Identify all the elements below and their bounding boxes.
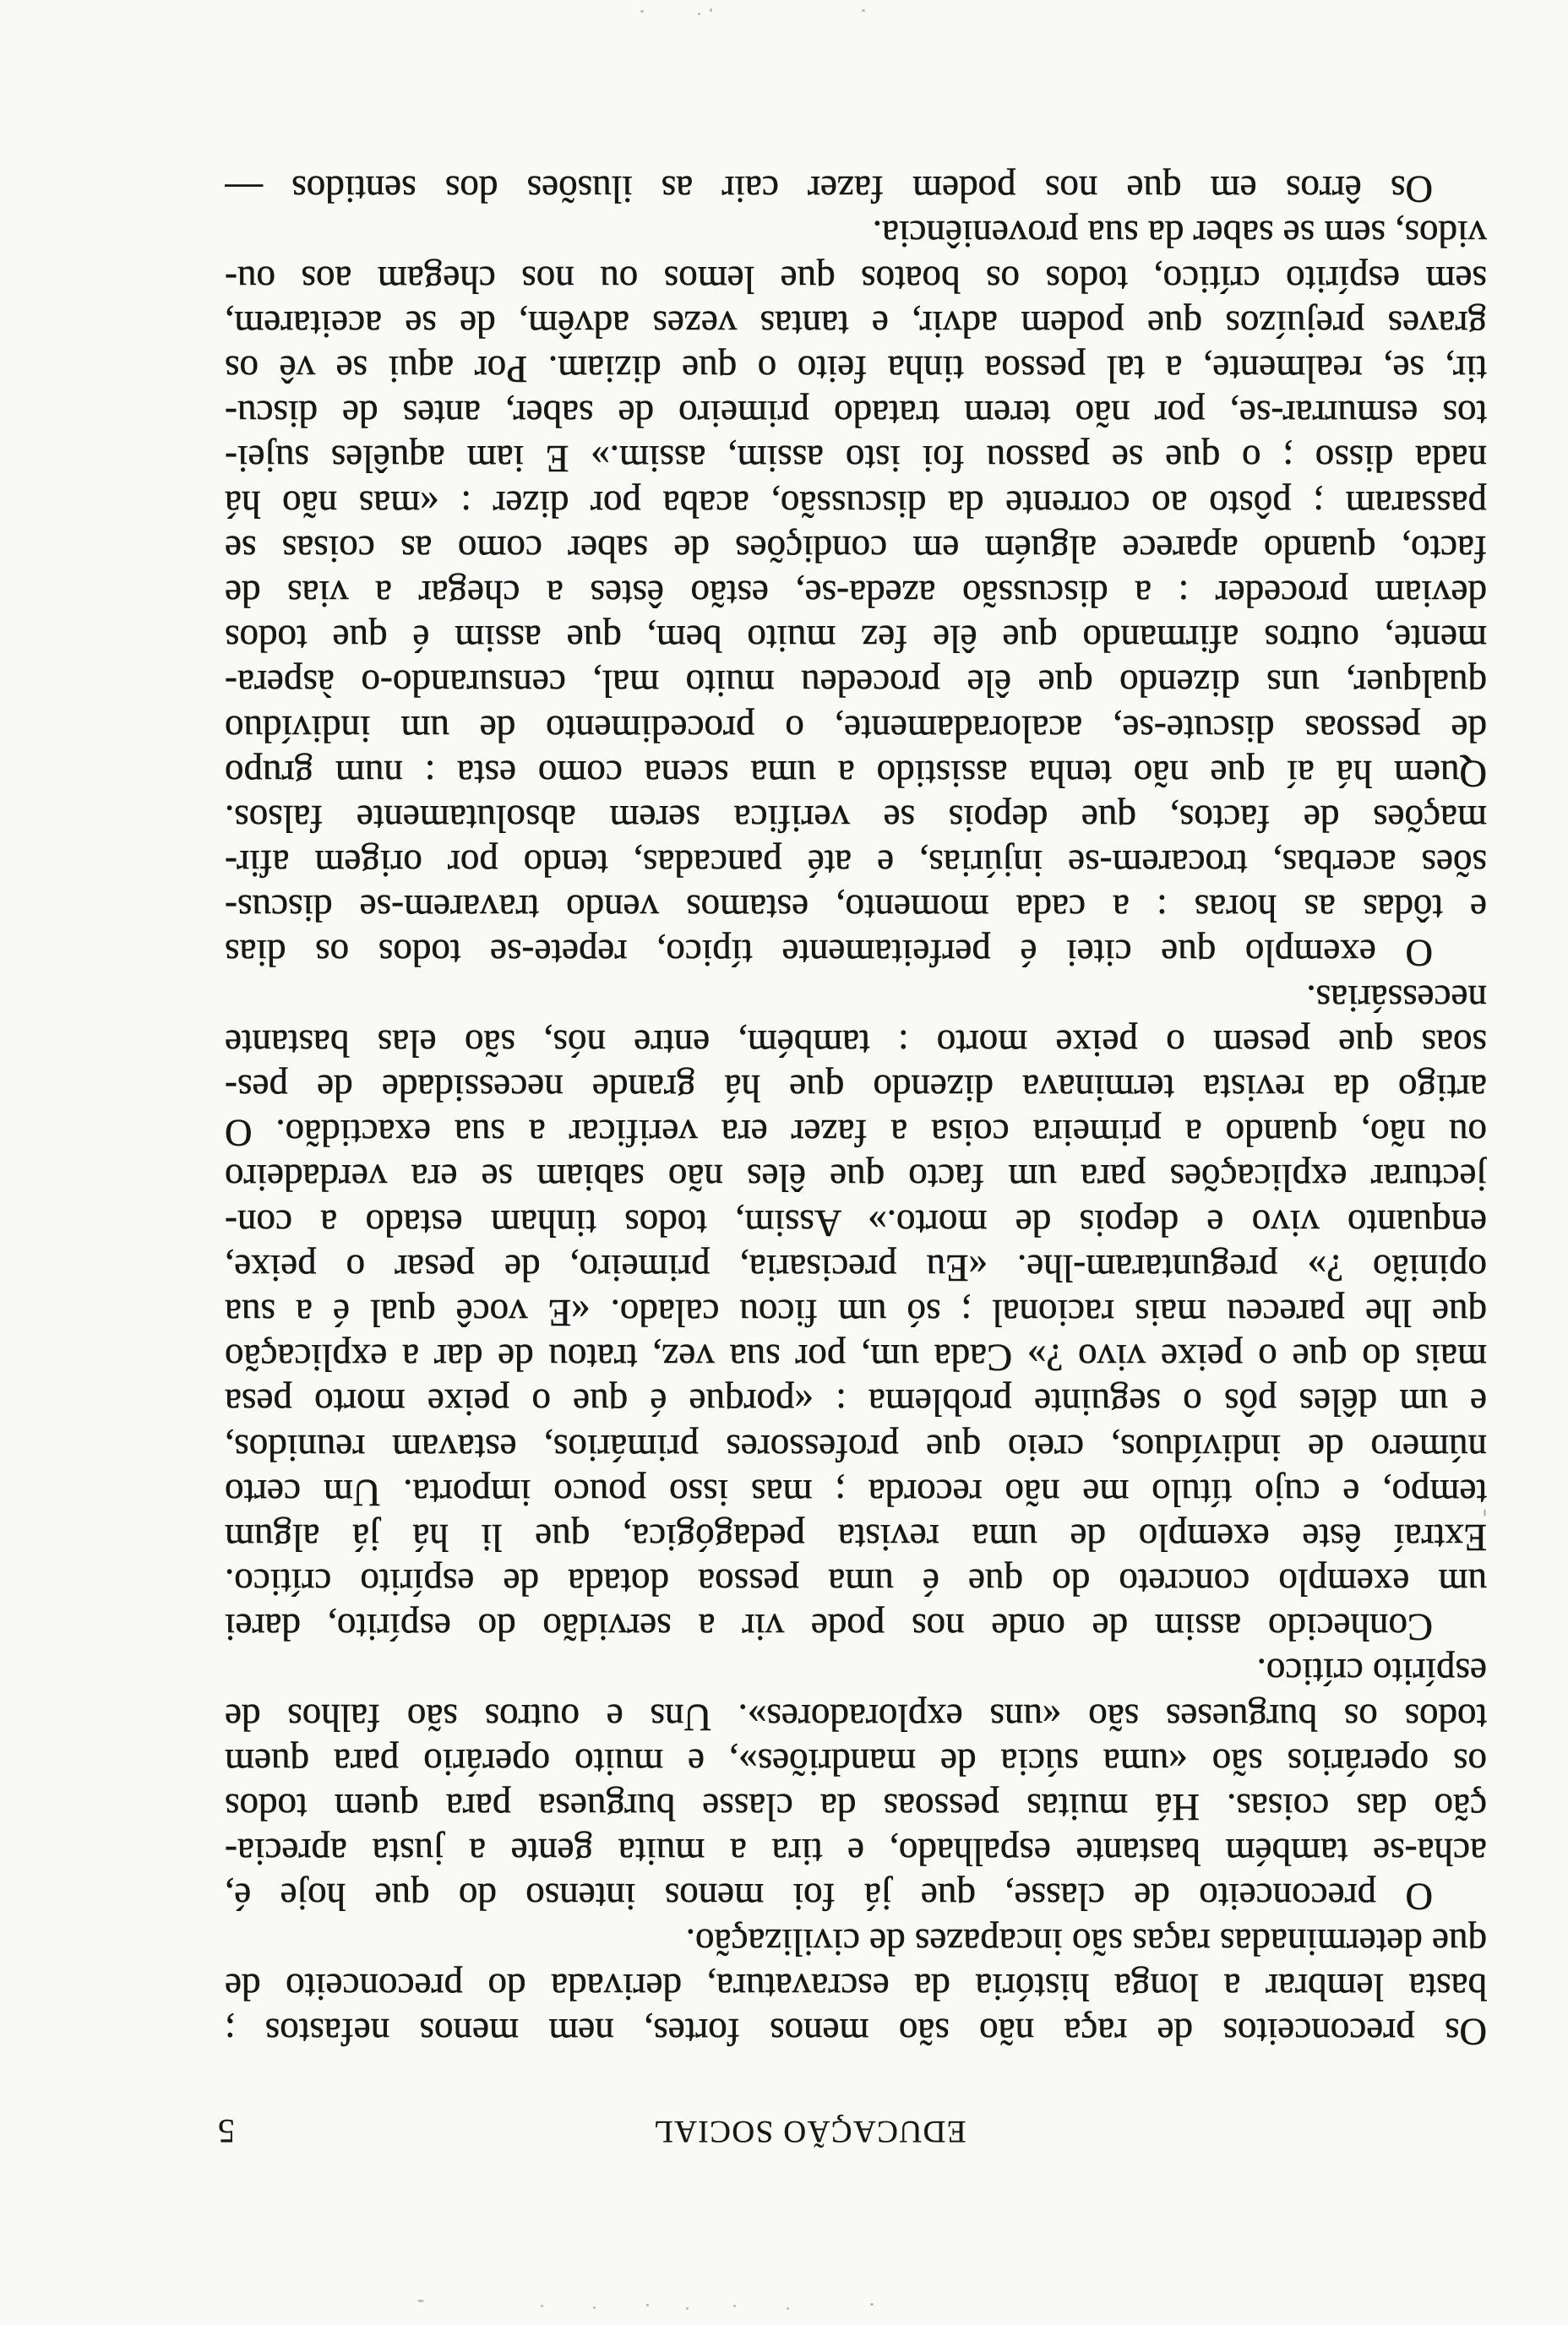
- text-line: opinião ?» preguntaram-lhe. «Eu precisaria, primeiro, de pesar o peixe,: [225, 1246, 1487, 1289]
- running-title: EDUCAÇÃO SOCIAL: [652, 2114, 966, 2148]
- text-line: um exemplo concreto do que é uma pessoa dotada de espírito crítico.: [225, 1561, 1487, 1604]
- text-line: número de indivíduos, creio que professores primários, estavam reunidos,: [225, 1426, 1487, 1469]
- text-line: que lhe pareceu mais racional ; só um ficou calado. «E você qual é a sua: [225, 1292, 1487, 1334]
- text-line: O preconceito de classe, que já foi menos intenso do que hoje é,: [225, 1876, 1433, 1919]
- text-line: basta lembrar a longa história da escravatura, derivada do preconceito de: [225, 1965, 1487, 2008]
- text-line: espírito crítico.: [1256, 1651, 1487, 1694]
- text-line: graves prejuízos que podem advir, e tantas vezes advêm, de se aceitarem,: [225, 302, 1487, 346]
- text-line: deviam proceder : a discussão azeda-se, estão êstes a chegar a vias de: [225, 573, 1487, 615]
- text-line: ção das coisas. Há muitas pessoas da classe burguesa para quem todos: [225, 1786, 1487, 1829]
- running-header: [0, 2110, 1568, 2152]
- text-line: Os preconceitos de raça não são menos fortes, nem menos nefastos ;: [225, 2011, 1487, 2053]
- text-line: passaram ; pôsto ao corrente da discussão, acaba por dizer : «mas não há: [225, 482, 1487, 525]
- text-line: O exemplo que citei é perfeitamente típico, repete-se todos os dias: [225, 932, 1433, 975]
- text-line: e um dêles pôs o seguinte problema : «porque é que o peixe morto pesa: [225, 1381, 1487, 1424]
- text-line: sem espírito crítico, todos os boatos que lemos ou nos chegam aos ou-: [225, 258, 1487, 301]
- paragraph: [225, 1649, 1487, 1919]
- paragraph: [225, 211, 1487, 975]
- text-line: necessárias.: [1306, 977, 1487, 1020]
- text-line: enquanto vivo e depois de morto.» Assim, todos tinham estado a con-: [225, 1201, 1487, 1244]
- text-line: Os êrros em que nos podem fazer cair as ilusões dos sentidos —: [225, 168, 1433, 211]
- paragraph: [225, 166, 1487, 211]
- text-line: facto, quando aparece alguém em condições de saber como as coisas se: [225, 527, 1487, 570]
- text-line: Extraí êste exemplo de uma revista pedagógica, que li há já algum: [225, 1516, 1487, 1559]
- text-line: mações de factos, que depois se verifica serem absolutamente falsos.: [225, 797, 1487, 840]
- text-line: tempo, e cujo título me não recorda ; mas isso pouco importa. Um certo: [225, 1471, 1487, 1514]
- paragraph: [225, 976, 1487, 1650]
- page-number: 5: [218, 2112, 235, 2150]
- text-line: nada disso ; o que se passou foi isto assim, assim.» E iam aquêles sujei-: [225, 438, 1487, 481]
- text-line: Conhecido assim de onde nos pode vir a servidão do espírito, darei: [225, 1606, 1433, 1649]
- text-line: todos os burgueses são «uns exploradores». Uns e outros são falhos de: [225, 1696, 1487, 1739]
- paragraph: [225, 1919, 1487, 2054]
- text-line: e tôdas as horas : a cada momento, estamos vendo travarem-se discus-: [225, 887, 1487, 930]
- text-line: acha-se também bastante espalhado, e tira a muita gente a justa aprecia-: [225, 1831, 1487, 1874]
- text-line: qualquer, uns dizendo que êle procedeu muito mal, censurando-o àspera-: [225, 662, 1487, 705]
- text-line: os operários são «uma súcia de mandriões», e muito operário para quem: [225, 1740, 1487, 1783]
- text-line: ou não, quando a primeira coisa a fazer era verificar a sua exactidão. O: [225, 1112, 1487, 1155]
- text-line: soas que pesem o peixe morto : também, entre nós, são elas bastante: [225, 1021, 1487, 1064]
- text-line: Quem há aí que não tenha assistido a uma scena como esta : num grupo: [225, 752, 1487, 795]
- text-line: de pessoas discute-se, acaloradamente, o procedimento de um indivíduo: [225, 707, 1487, 750]
- text-line: que determinadas raças são incapazes de civilização.: [685, 1920, 1487, 1963]
- text-line: mais do que o peixe vivo ?» Cada um, por sua vez, tratou de dar a explicação: [225, 1337, 1487, 1380]
- text-line: tir, se, realmente, a tal pessoa tinha feito o que diziam. Por aqui se vê os: [225, 348, 1487, 391]
- text-line: artigo da revista terminava dizendo que há grande necessidade de pes-: [225, 1067, 1487, 1110]
- text-line: mente, outros afirmando que êle fez muito bem, que assim é que todos: [225, 618, 1487, 661]
- text-line: vidos, sem se saber da sua proveniência.: [872, 213, 1487, 256]
- text-line: jecturar explicações para um facto que êles não sabiam se era verdadeiro: [225, 1157, 1487, 1200]
- text-line: tos esmurrar-se, por não terem tratado primeiro de saber, antes de discu-: [225, 393, 1487, 436]
- body-text: [225, 166, 1487, 2054]
- text-line: sões acerbas, trocarem-se injúrias, e até pancadas, tendo por origem afir-: [225, 842, 1487, 885]
